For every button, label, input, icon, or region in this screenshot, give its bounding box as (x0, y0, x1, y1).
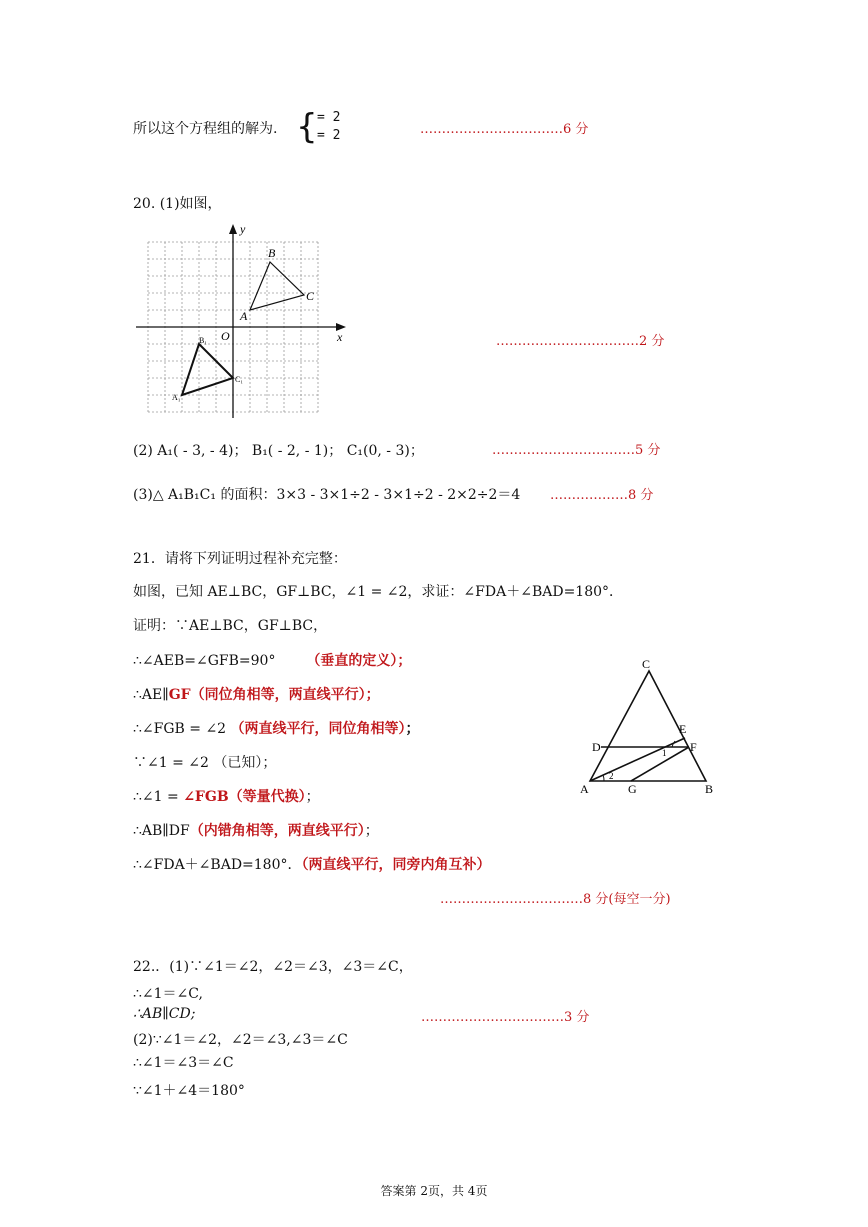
q20-title: 20. (1)如图， (133, 196, 222, 212)
q21-step3 (133, 718, 420, 738)
fig-label-g: G (628, 782, 637, 796)
q21-step7 (133, 854, 491, 874)
step2-answer: GF（同位角相等，两直线平行）； (168, 687, 380, 703)
q21-given: 如图，已知 AE⊥BC，GF⊥BC，∠1 = ∠2，求证：∠FDA＋∠BAD=180°． (133, 584, 624, 600)
label-b: B (268, 246, 276, 260)
step6-answer: （内错角相等，两直线平行） (189, 823, 365, 839)
q21-step2 (133, 684, 380, 704)
coordinate-graph (132, 222, 352, 422)
triangle-abc (250, 262, 304, 310)
line-ae (590, 738, 685, 781)
label-b1: B₁ (199, 336, 208, 345)
q22-line-4: (2)∵∠1＝∠2，∠2＝∠3,∠3＝∠C (133, 1032, 348, 1048)
equation-brace: { (296, 107, 318, 147)
triangle-a1b1c1 (182, 344, 233, 395)
q19-score: ……………………………6 分 (420, 122, 589, 137)
q19-solution-line: 所以这个方程组的解为. (133, 121, 278, 137)
q21-title: 21．请将下列证明过程补充完整： (133, 551, 347, 567)
y-axis-label: y (240, 222, 246, 236)
step5-statement: ∴∠1 = (133, 789, 184, 805)
q22-line-3: ∴AB∥CD; (133, 1006, 196, 1022)
step1-reason: （垂直的定义）； (306, 653, 412, 669)
step2-statement: ∴AE∥ (133, 687, 169, 703)
q22-line-6: ∵∠1＋∠4＝180° (133, 1083, 245, 1099)
step1-statement: ∴∠AEB=∠GFB=90° (133, 653, 276, 669)
step7-statement: ∴∠FDA＋∠BAD=180°． (133, 857, 302, 873)
line-gf (631, 747, 689, 781)
step5-answer: ∠FGB（等量代换） (183, 789, 306, 805)
q21-step1 (133, 650, 411, 670)
q22-score: ……………………………3 分 (421, 1010, 590, 1025)
fig-label-f: F (690, 740, 697, 754)
fig-label-e: E (679, 722, 687, 736)
label-a1: A₁ (172, 393, 181, 402)
q22-line-1: 22.．(1)∵∠1＝∠2，∠2＝∠3，∠3＝∠C， (133, 959, 413, 975)
step3-statement: ∴∠FGB = ∠2 (133, 721, 227, 737)
fig-label-b: B (705, 782, 714, 796)
q19-eq2: = 2 (317, 128, 341, 143)
x-axis-label: x (337, 330, 343, 344)
fig-label-c: C (642, 657, 651, 671)
page-footer: 答案第 2页，共 4页 (380, 1184, 488, 1198)
q21-step5 (133, 786, 320, 806)
q21-step4: ∵∠1 = ∠2 （已知）； (133, 755, 277, 771)
q21-step6 (133, 820, 379, 840)
q20-score-2: ……………………………5 分 (492, 443, 661, 458)
step7-answer: （两直线平行，同旁内角互补） (301, 857, 491, 873)
q21-score: ……………………………8 分(每空一分) (440, 892, 671, 907)
q21-proof-start: 证明：∵AE⊥BC，GF⊥BC， (133, 618, 328, 634)
label-c1: C₁ (235, 375, 244, 384)
step3-answer: （两直线平行，同位角相等） (230, 721, 406, 737)
q20-part2: (2) A₁( - 3, - 4)； B₁( - 2, - 1)； C₁(0, - 3)； (133, 443, 424, 459)
fig-label-d: D (592, 740, 601, 754)
label-c: C (306, 289, 315, 303)
step5-end: ； (305, 789, 320, 805)
triangle-figure (576, 655, 726, 805)
origin-label: O (221, 329, 230, 343)
q22-line-2: ∴∠1＝∠C, (133, 986, 203, 1002)
step3-end: ； (405, 721, 420, 737)
step6-end: ； (364, 823, 379, 839)
q19-eq1: = 2 (317, 110, 341, 125)
q20-part3: (3)△ A₁B₁C₁ 的面积：3×3 - 3×1÷2 - 3×1÷2 - 2×2÷2＝4 (133, 487, 521, 503)
step6-statement: ∴AB∥DF (133, 823, 190, 839)
fig-label-1: 1 (662, 748, 667, 758)
fig-label-2: 2 (609, 771, 614, 781)
fig-label-a: A (580, 782, 589, 796)
q20-score-3: ………………8 分 (550, 488, 654, 503)
triangle-abc-figure (590, 671, 706, 781)
q20-score-1: ……………………………2 分 (496, 334, 665, 349)
angle-2-arc (603, 775, 604, 781)
q22-line-5: ∴∠1＝∠3＝∠C (133, 1055, 234, 1071)
label-a: A (240, 309, 248, 323)
y-axis-arrow (229, 224, 237, 234)
